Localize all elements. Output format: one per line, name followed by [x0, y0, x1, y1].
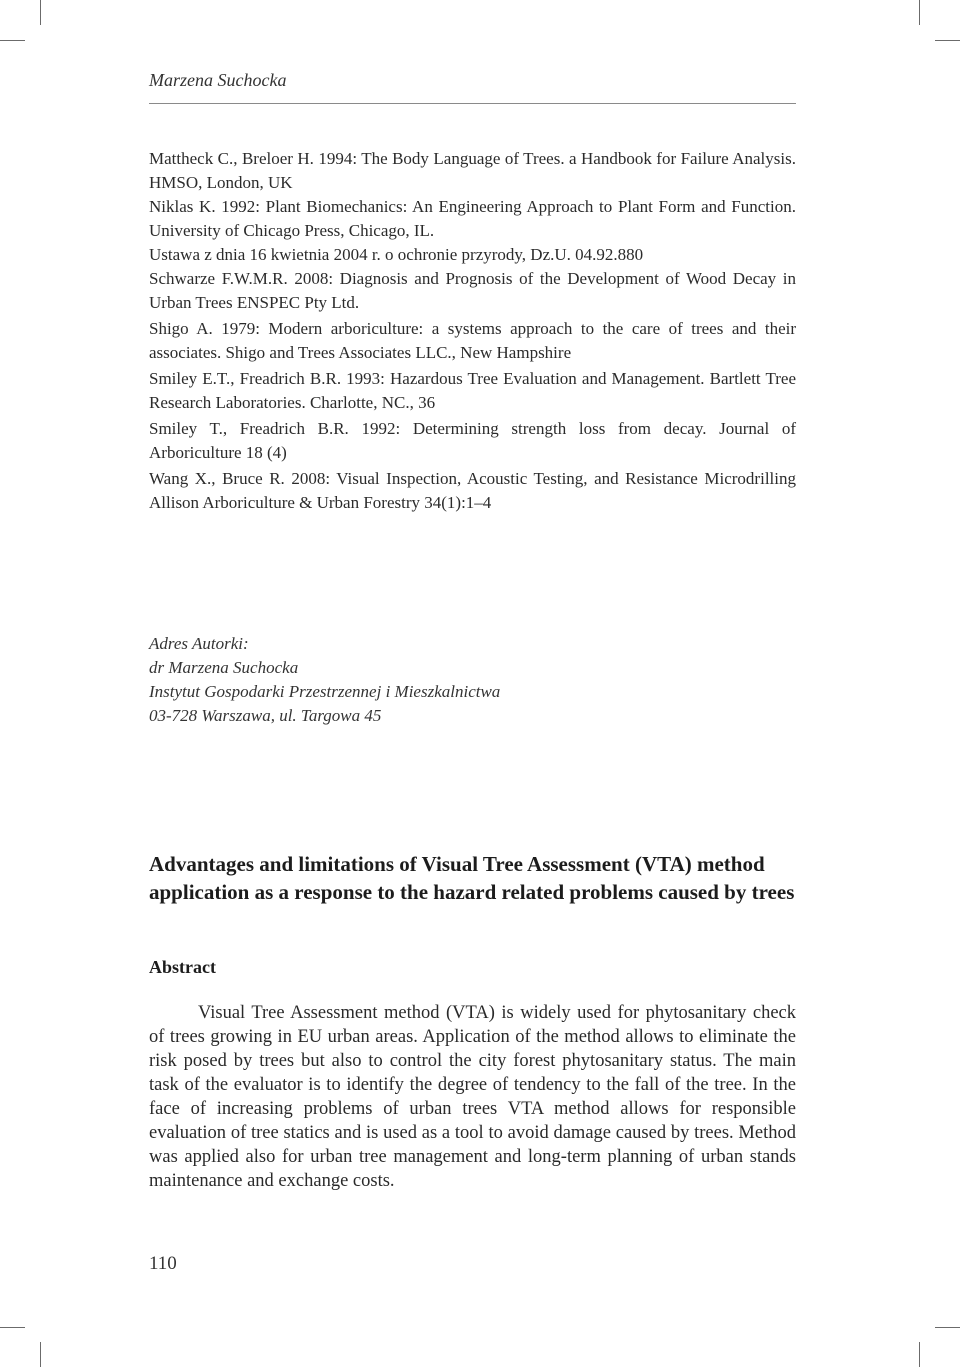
reference-item: Schwarze F.W.M.R. 2008: Diagnosis and Prognosis of the Development of Wood Decay in Urban Trees ENSPEC Pty Ltd.	[149, 269, 796, 312]
address-label: Adres Autorki:	[149, 634, 249, 653]
crop-mark	[935, 40, 960, 41]
running-head: Marzena Suchocka	[149, 70, 287, 90]
header-rule	[149, 103, 796, 104]
reference-item: Smiley T., Freadrich B.R. 1992: Determining strength loss from decay. Journal of Arboriculture 18 (4)	[149, 419, 796, 462]
crop-mark	[919, 1342, 920, 1367]
author-address	[149, 632, 796, 728]
reference-item: Ustawa z dnia 16 kwietnia 2004 r. o ochronie przyrody, Dz.U. 04.92.880	[149, 245, 644, 264]
abstract-text: Visual Tree Assessment method (VTA) is widely used for phytosanitary check of trees growing in EU urban areas. Application of the method allows to eliminate the risk posed by trees but also to control the city forest phytosanitary status. The main task of the evaluator is to identify the degree of tendency to the fall of the tree. In the face of increasing problems of urban trees VTA method allows for responsible evaluation of tree statics and is used as a tool to avoid damage caused by trees. Method was applied also for urban tree management and long-term planning of urban stands maintenance and exchange costs.	[149, 1003, 796, 1191]
reference-item: Shigo A. 1979: Modern arboriculture: a systems approach to the care of trees and their associates. Shigo and Trees Associates LLC., New Hampshire	[149, 319, 796, 362]
reference-item: Smiley E.T., Freadrich B.R. 1993: Hazardous Tree Evaluation and Management. Bartlett Tree Research Laboratories. Charlotte, NC., 36	[149, 369, 796, 412]
abstract-heading: Abstract	[149, 957, 216, 977]
crop-mark	[40, 0, 41, 25]
reference-list	[149, 147, 796, 515]
author-street: 03-728 Warszawa, ul. Targowa 45	[149, 706, 382, 725]
crop-mark	[935, 1327, 960, 1328]
reference-item: Mattheck C., Breloer H. 1994: The Body Language of Trees. a Handbook for Failure Analysis. HMSO, London, UK	[149, 149, 796, 192]
reference-item: Wang X., Bruce R. 2008: Visual Inspection, Acoustic Testing, and Resistance Microdrilling Allison Arboriculture & Urban Forestry 34(1):1–4	[149, 469, 796, 512]
crop-mark	[919, 0, 920, 25]
crop-mark	[0, 1327, 25, 1328]
crop-mark	[40, 1342, 41, 1367]
author-institution: Instytut Gospodarki Przestrzennej i Mieszkalnictwa	[149, 682, 501, 701]
reference-item: Niklas K. 1992: Plant Biomechanics: An Engineering Approach to Plant Form and Function. University of Chicago Press, Chicago, IL.	[149, 197, 796, 240]
article-title: Advantages and limitations of Visual Tree Assessment (VTA) method application as a response to the hazard related problems caused by trees	[149, 852, 795, 904]
page-number: 110	[149, 1253, 177, 1274]
crop-mark	[0, 40, 25, 41]
author-name: dr Marzena Suchocka	[149, 658, 299, 677]
